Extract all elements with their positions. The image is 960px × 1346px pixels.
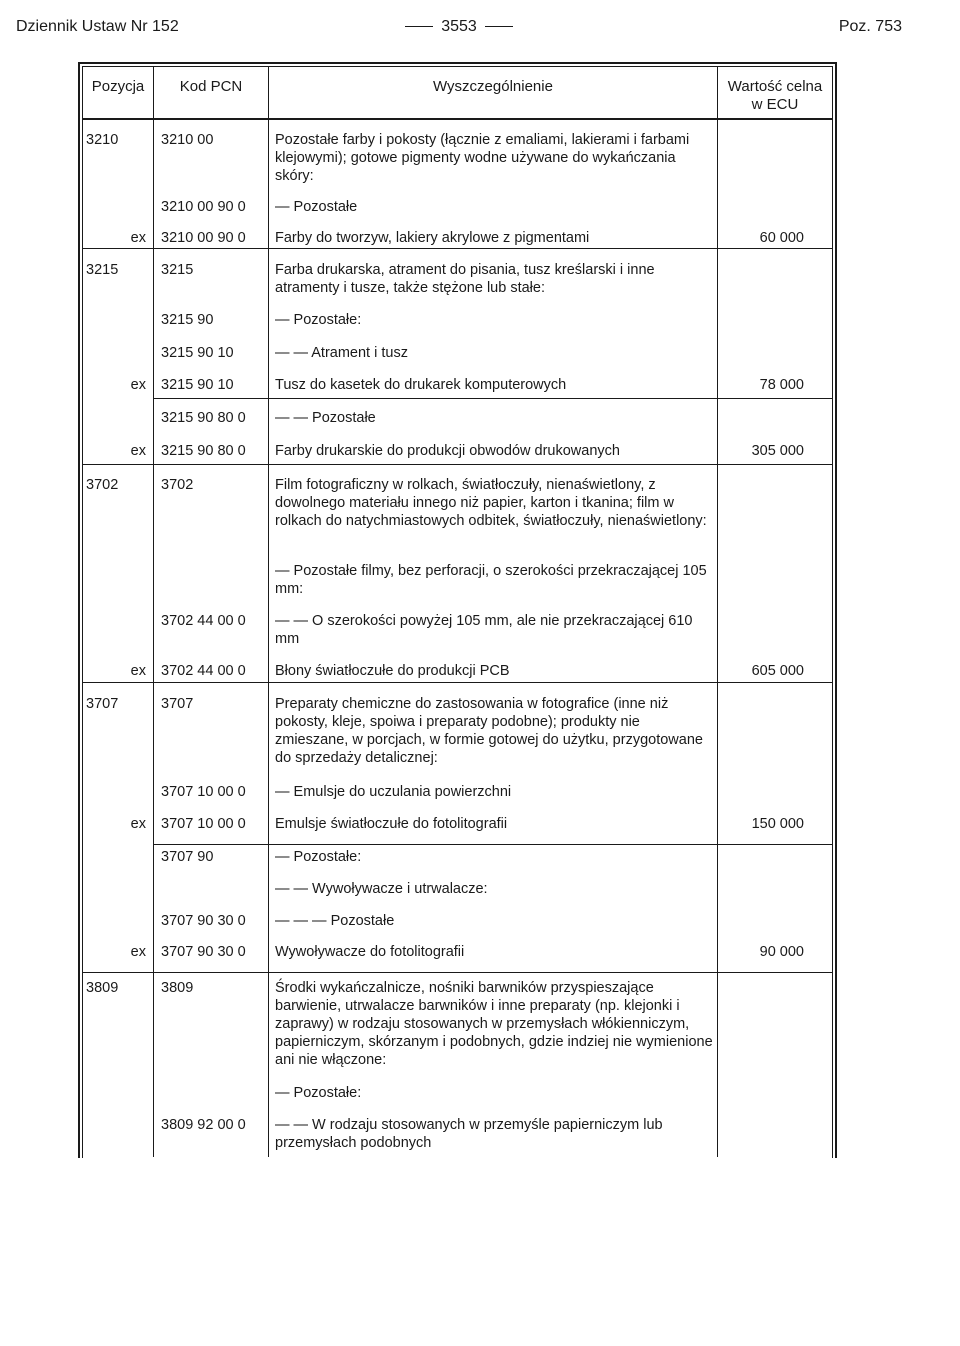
row-2-description: — Pozostałe [275, 199, 358, 215]
row-3-description: Farby do tworzyw, lakiery akrylowe z pigmentami [275, 230, 590, 246]
header-code: Kod PCN [179, 78, 243, 95]
journal-title: Dziennik Ustaw Nr 152 [16, 18, 179, 35]
row-6-description: — — Atrament i tusz [275, 345, 408, 361]
row-16-ex: ex [130, 816, 146, 832]
row-13-value: 605 000 [751, 663, 804, 679]
row-7-description: Tusz do kasetek do drukarek komputerowych [275, 377, 567, 393]
row-22-description: — Pozostałe: [275, 1085, 362, 1101]
header-value: Wartość celna w ECU [727, 78, 823, 113]
row-4-description: Farba drukarska, atrament do pisania, tusz kreślarski i inne atramenty i tusze, także stężone lub stałe: [275, 262, 655, 296]
row-17-code: 3707 90 [161, 849, 214, 865]
tariff-table [78, 62, 837, 1162]
row-1-position: 3210 [86, 132, 119, 148]
row-14-description: Preparaty chemiczne do zastosowania w fotografice (inne niż pokosty, kleje, spoiwa i preparaty podobne); produkty nie zmieszane, w porcjach, w formie gotowej do użytku, przygotowane do sprzedaży detalicznej: [275, 696, 703, 766]
row-4-position: 3215 [86, 262, 119, 278]
row-9-code: 3215 90 80 0 [161, 443, 246, 459]
page-header [16, 18, 902, 42]
row-20-code: 3707 90 30 0 [161, 944, 246, 960]
row-3-value: 60 000 [759, 230, 804, 246]
row-9-description: Farby drukarskie do produkcji obwodów drukowanych [275, 443, 620, 459]
row-21-description: Środki wykańczalnicze, nośniki barwników przyspieszające barwienie, utrwalacze barwników i inne preparaty (np. klejonki i zaprawy) w rodzaju stosowanych w przemysłach włókienniczym, papierniczym, skórzanym i podobnych, gdzie indziej nie wymienione ani nie włączone: [275, 980, 713, 1068]
row-16-code: 3707 10 00 0 [161, 816, 246, 832]
row-3-ex: ex [130, 230, 146, 246]
row-20-ex: ex [130, 944, 146, 960]
row-3-code: 3210 00 90 0 [161, 230, 246, 246]
row-7-code: 3215 90 10 [161, 377, 234, 393]
row-19-description: — — — Pozostałe [275, 913, 395, 929]
row-10-position: 3702 [86, 477, 119, 493]
row-11-description: — Pozostałe filmy, bez perforacji, o szerokości przekraczającej 105 mm: [275, 563, 707, 597]
row-5-description: — Pozostałe: [275, 312, 362, 328]
row-23-code: 3809 92 00 0 [161, 1117, 246, 1133]
row-12-description: — — O szerokości powyżej 105 mm, ale nie przekraczającej 610 mm [275, 613, 693, 647]
position-number: Poz. 753 [838, 18, 902, 35]
row-23-description: — — W rodzaju stosowanych w przemyśle papierniczym lub przemysłach podobnych [275, 1117, 663, 1151]
header-description: Wyszczególnienie [433, 78, 553, 95]
row-13-description: Błony światłoczułe do produkcji PCB [275, 663, 510, 679]
row-9-ex: ex [130, 443, 146, 459]
header-position: Pozycja [91, 78, 145, 95]
row-16-value: 150 000 [751, 816, 804, 832]
row-21-code: 3809 [161, 980, 194, 996]
row-20-description: Wywoływacze do fotolitografii [275, 944, 465, 960]
row-8-description: — — Pozostałe [275, 410, 376, 426]
row-13-ex: ex [130, 663, 146, 679]
row-10-code: 3702 [161, 477, 194, 493]
row-17-description: — Pozostałe: [275, 849, 362, 865]
row-10-description: Film fotograficzny w rolkach, światłoczuły, nienaświetlony, z dowolnego materiału innego niż papier, karton i tkanina; film w rolkach do natychmiastowych odbitek, światłoczuły, nienaświetlony: [275, 477, 707, 529]
row-20-value: 90 000 [759, 944, 804, 960]
row-21-position: 3809 [86, 980, 119, 996]
row-14-position: 3707 [86, 696, 119, 712]
row-5-code: 3215 90 [161, 312, 214, 328]
row-14-code: 3707 [161, 696, 194, 712]
row-18-description: — — Wywoływacze i utrwalacze: [275, 881, 488, 897]
page-number: 3553 [16, 18, 902, 36]
row-12-code: 3702 44 00 0 [161, 613, 246, 629]
row-4-code: 3215 [161, 262, 194, 278]
row-16-description: Emulsje światłoczułe do fotolitografii [275, 816, 508, 832]
row-2-code: 3210 00 90 0 [161, 199, 246, 215]
row-7-value: 78 000 [759, 377, 804, 393]
row-15-code: 3707 10 00 0 [161, 784, 246, 800]
row-1-description: Pozostałe farby i pokosty (łącznie z emaliami, lakierami i farbami klejowymi); gotowe pigmenty wodne używane do wykańczania skóry: [275, 132, 690, 184]
row-13-code: 3702 44 00 0 [161, 663, 246, 679]
row-6-code: 3215 90 10 [161, 345, 234, 361]
row-15-description: — Emulsje do uczulania powierzchni [275, 784, 512, 800]
row-1-code: 3210 00 [161, 132, 214, 148]
row-7-ex: ex [130, 377, 146, 393]
row-9-value: 305 000 [751, 443, 804, 459]
row-8-code: 3215 90 80 0 [161, 410, 246, 426]
row-19-code: 3707 90 30 0 [161, 913, 246, 929]
